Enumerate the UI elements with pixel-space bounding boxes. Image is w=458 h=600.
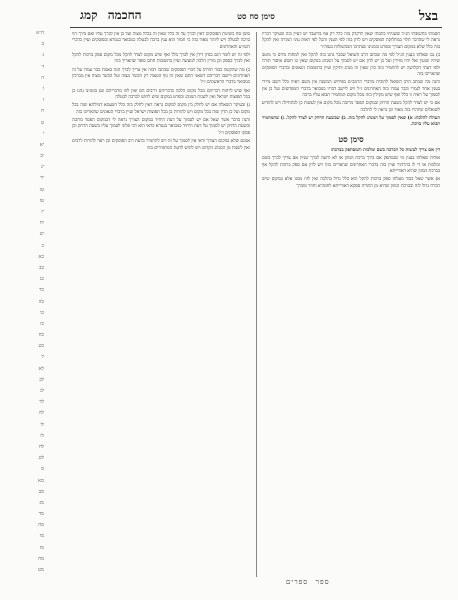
margin-note: כו [40, 309, 44, 316]
running-title: בצל [418, 9, 438, 24]
margin-note: ט [40, 119, 44, 126]
margin-note: מא [38, 477, 44, 484]
paragraph: ב) גם שאלתו בענין הנ״ל לפי מה שכתב הרב השואל שכבר נהגו בזה להקל ואין למחות בידם כי מוטב שיהיו שוגגין ואל יהיו מזידין ועל כן יש לדון אם יש לסמוך על המנהג במקום שאין בו חשש איסור תורה ולפי דעתי הקלושה יש להחמיר בזה כיון שאין זה מנהג ותיקין ועיין בתשובות הגאונים ובדברי הפוסקים שהאריכו בזה [262, 53, 440, 78]
margin-note: לה [38, 410, 44, 417]
paragraph: אודות שאלתו בענין מי שנסתפק אם בירך ברכת המזון או לא ורוצה לברך שנית אם צריך לברך בשם ומלכות או די לו בהרהור ועיין בזה בדברי האחרונים שהאריכו בזה ויש לדון אם ספק ברכות להקל אף בברכת המזון שהיא דאורייתא [262, 156, 440, 174]
margin-note: מה [38, 522, 44, 529]
page-header [70, 8, 442, 26]
margin-note: ל [41, 354, 44, 361]
margin-note: מ [41, 466, 44, 473]
paragraph: חסמתי בתשובתי הנ״ל ששגיתי כתבתי שאין לדקדק בזה כלל רק אף בדיעבד יש לעיין בזה ובעיקר דבריו נראה לי שהדבר תלוי במחלוקת הפוסקים ויש לדון בזה לפי הענין והכל לפי ראות עיני המורה ואין להקל בזה כלל שלא במקום הצורך ובפרט בזמנינו שנתרבו המכשולות בעוה״ר [262, 32, 440, 50]
margin-note: ג [42, 52, 44, 59]
margin-notes [2, 30, 44, 590]
margin-note: לא [38, 365, 44, 372]
margin-note: מז [39, 544, 44, 551]
section-title: החכמה [107, 8, 142, 22]
margin-note: מב [38, 488, 44, 495]
margin-note: ו [42, 85, 44, 92]
stamp-text: ספר [315, 578, 330, 586]
margin-note: לג [40, 388, 44, 394]
paragraph: ג) ובעיקר השאלה אם יש לחלק בין מקום למקום נראה דאין לחלק בזה כלל דטעמא דמילתא שוה בכל מקום ועל כן הדין שוה בכל מקום ויש להורות כן בכל תפוצות ישראל ועיין בדברי הגאונים שהאריכו בזה [72, 103, 250, 115]
margin-note: מו [39, 533, 44, 540]
margin-note: לב [39, 376, 44, 383]
margin-note: ה [41, 74, 44, 81]
margin-note: לח [38, 443, 44, 450]
header-left [74, 8, 142, 23]
paragraph: ואף שיש לדחות דבריהם מכל מקום הלכה כדבריהם דרבים הם ואין לזוז מדבריהם וגם בזמנינו נהגו כן בכל תפוצות ישראל ואין לשנות המנהג ובפרט במקום שיש לחוש לברכה לבטלה [72, 88, 250, 101]
margin-note: לו [40, 421, 44, 428]
library-stamp [282, 578, 330, 586]
margin-note: יג [41, 164, 44, 171]
paragraph: א) אשר שאל כבוד מעלתו ספק ברכות להקל הוא כלל גדול בהלכה ואין לזוז ממנו אלא במקום שיש הכרח גדול לזה ובברכת המזון שהיא מן התורה ספקא דאורייתא לחומרא וחוזר ומברך [262, 177, 440, 189]
column-divider [256, 32, 257, 577]
margin-note: ב [41, 41, 44, 48]
margin-note: יב [40, 153, 44, 160]
right-column [262, 32, 440, 577]
margin-note: מח [38, 555, 44, 562]
margin-note: כח [38, 332, 44, 339]
summary-paragraph: העולה להלכה: א) שאין לסמוך על המנהג להקל בזה. ב) שבשעת הדחק יש לצדד להקל. ג) שהמחמיר תבוא עליו ברכה. [262, 116, 440, 128]
margin-note: כא [38, 253, 44, 260]
stamp-text: ספרים [286, 578, 309, 586]
margin-note: ד [41, 63, 44, 70]
margin-note: כה [38, 298, 44, 305]
margin-note: ז [42, 97, 44, 104]
margin-note: מט [38, 567, 44, 573]
paragraph: סימן סח כשיטת הפוסקים דאין לברך על זה כלל שאין זה בכלל מצוה ועל כן אין לברך עליו ואם בירך הוי ברכה לבטלה ויש ליזהר מאוד בזה כי חמור הוא ענין ברכה לבטלה כמבואר בגמרא ובפוסקים ועיין בדברי השו״ע והאחרונים [72, 32, 250, 50]
paragraph: והנה מה שכתב הרב השואל להוכיח מדברי הרמב״ם בפירוש המשנה אין משם ראיה כלל דשם מיירי בענין אחר לגמרי וכבר עמדו בזה האחרונים ז״ל ויש ליישב דבריו כמבואר בדברי המפרשים ועל כן אין לסמוך על ראיה זו כלל ואף שיש מקילין בזה מכל מקום המחמיר תבוא עליו ברכה [262, 80, 440, 99]
section-heading: סימן סט [338, 133, 364, 144]
margin-note: יט [39, 231, 44, 238]
header-subtitle: סימן סח סט [237, 11, 275, 21]
margin-note: טו [39, 186, 44, 193]
margin-note: כב [39, 264, 44, 271]
margin-note: כג [39, 276, 44, 283]
margin-note: לד [39, 399, 44, 406]
margin-note: י [42, 130, 44, 137]
margin-note: כ [41, 242, 44, 249]
paragraph: והנה בדבר אשר שאל אם יש לסמוך על דעת היחיד במקום הצורך נראה לי דבמקום הפסד מרובה ובשעת הדחק יש לסמוך על דעת היחיד כמבואר בגמרא כדאי הוא רבי פלוני לסמוך עליו בשעת הדחק וכן פסקו הפוסקים ז״ל [72, 118, 250, 136]
paragraph: אם כי יש לצדד להקל בשעת הדחק ובמקום הפסד מרובה מכל מקום אין לעשות כן לכתחילה ויש להודיע לשואלים שיזהרו בזה מאוד וכן נראה לי להלכה [262, 101, 440, 113]
margin-note: לז [40, 432, 44, 439]
margin-note: מג [39, 499, 44, 506]
paragraph: אמנם שלא במקום הצורך ודאי אין לסמוך על זה ויש להחמיר כדעת רוב הפוסקים וכן ראוי להורות לרבים ואין לשנות מן המנהג הקדום ויש לחוש לדעת המחמירים בזה [72, 139, 250, 151]
header-rule [70, 27, 442, 28]
margin-note: ח [41, 108, 44, 115]
margin-note: לט [38, 455, 44, 462]
margin-note: כד [39, 287, 44, 294]
margin-note: יד [40, 175, 44, 182]
margin-note: מד [38, 511, 44, 518]
margin-note: ה״א [36, 30, 44, 36]
page-number: קמג [80, 8, 98, 22]
paragraph: ב) מה שהקשה כבוד תורתו על דברי הפוסקים שכתבו דבזה אין צריך לברך הנה באמת כבר עמדו על זה האחרונים ויישבו דבריהם דשאני התם שאין זה גוף המצוה רק הכשר מצוה ועל הכשר מצוה אין מברכין כמבואר בדברי הראשונים ז״ל [72, 67, 250, 86]
left-column [72, 32, 250, 552]
margin-note: כט [38, 343, 44, 350]
margin-note: יח [39, 220, 44, 227]
margin-note: טז [39, 197, 44, 204]
section-note: דין אם צריך לעשות כל הברכה בשם ומלכות והמסתפק בברכתו [330, 147, 440, 153]
paragraph: ולפי זה יש לומר דגם בנדון דידן אין לברך כלל ואף שיש מקום לצדד להקל מכל מקום ספק ברכות להקל ואין לברך בספק וכן מורין הלכה למעשה ועיין בתשובות חתם סופר שהאריך בזה [72, 53, 250, 65]
margin-note: כז [40, 320, 44, 327]
margin-note: יז [41, 209, 44, 215]
margin-note: יא [39, 141, 44, 148]
